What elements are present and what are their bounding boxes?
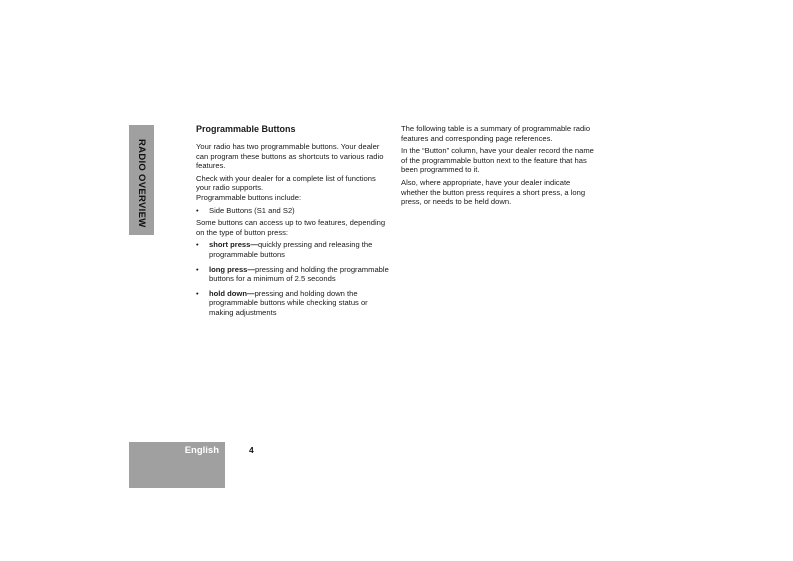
page-number: 4 bbox=[249, 445, 254, 455]
side-section-tab-label: RADIO OVERVIEW bbox=[136, 139, 147, 228]
press-description: pressing and holding the programmable buttons for a minimum of 2.5 seconds bbox=[209, 264, 389, 284]
language-label: English bbox=[184, 445, 219, 456]
side-section-tab-label-wrap bbox=[129, 125, 154, 235]
paragraph-dealer-check: Check with your dealer for a complete list of functions your radio supports. bbox=[196, 173, 376, 193]
press-description: quickly pressing and releasing the programmable buttons bbox=[209, 240, 373, 259]
bullet-glyph: • bbox=[196, 264, 199, 274]
paragraph-button-press: Some buttons can access up to two features, depending on the type of button press: bbox=[196, 218, 386, 237]
list-item bbox=[196, 265, 392, 284]
bullet-glyph: • bbox=[196, 205, 199, 215]
bullet-glyph: • bbox=[196, 240, 199, 250]
section-title: Programmable Buttons bbox=[196, 124, 296, 134]
right-column bbox=[401, 124, 597, 210]
paragraph-button-column: In the “Button” column, have your dealer record the name of the programmable button next to the feature that has been programmed to it. bbox=[401, 146, 594, 175]
bullet-glyph: • bbox=[196, 288, 199, 298]
press-type-list bbox=[196, 240, 392, 317]
press-term: hold down— bbox=[209, 288, 255, 298]
paragraph-intro: Your radio has two programmable buttons. Your dealer can program these buttons as shortcuts to various radio features. bbox=[196, 142, 384, 171]
footer-language-tab bbox=[129, 442, 225, 488]
left-column bbox=[196, 124, 392, 323]
list-item bbox=[196, 289, 392, 318]
paragraph-press-indication: Also, where appropriate, have your dealer indicate whether the button press requires a short press, a long press, or needs to be held down. bbox=[401, 177, 586, 207]
list-item-text: Side Buttons (S1 and S2) bbox=[209, 205, 295, 215]
button-list bbox=[196, 206, 392, 216]
press-term: long press— bbox=[209, 264, 255, 274]
paragraph-table-summary: The following table is a summary of programmable radio features and corresponding page references. bbox=[401, 124, 591, 143]
list-item bbox=[196, 206, 392, 216]
press-term: short press— bbox=[209, 240, 258, 250]
list-item bbox=[196, 240, 392, 259]
paragraph-buttons-include: Programmable buttons include: bbox=[196, 192, 302, 202]
press-description: pressing and holding down the programmable buttons while checking status or making adjustments bbox=[209, 288, 368, 317]
